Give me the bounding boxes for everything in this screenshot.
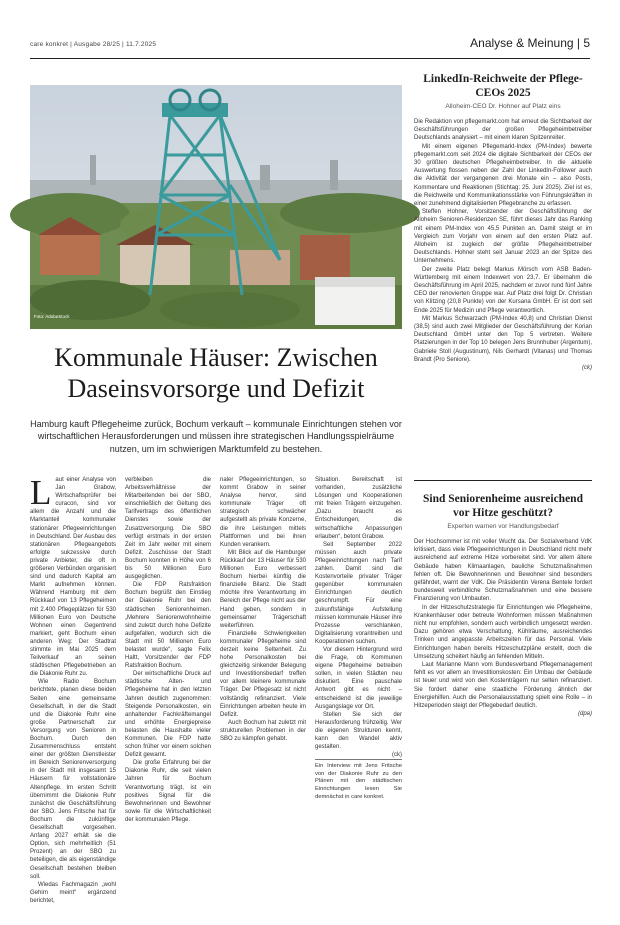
paragraph: Auch Bochum hat zuletzt mit strukturellen Problemen in der SBO zu kämpfen gehabt.: [220, 719, 306, 742]
linkedin-box: [414, 72, 592, 372]
paragraph: Finanzielle Schwierigkeiten kommunaler Pflegeheime sind derzeit keine Seltenheit. Zu hohe Personalkosten bei gleichzeitig sinkender Belegung und Investitionsbedarf treffen vor allem kleinere kommunale Träger. Der Pflegesatz ist nicht vollständig refinanziert. Viele Einrichtungen arbeiten heute im Defizit.: [220, 630, 306, 718]
header-rule: [30, 58, 590, 59]
heat-author: (dpa): [577, 711, 592, 718]
paragraph: Situation. Bereitschaft ist vorhanden, zusätzliche Lösungen und Kooperationen mit freien Trägern einzugehen. „Dazu braucht es Entscheidungen, die wirtschaftliche Anpassungen erlauben“, betont Grabow.: [315, 477, 402, 540]
article-column-4: [315, 476, 402, 886]
section-title: Analyse & Meinung | 5: [470, 36, 590, 50]
drop-cap: L: [30, 473, 52, 512]
article-column-2: [125, 476, 211, 886]
colliery-headframe-illustration: [30, 85, 402, 329]
paragraph: Mit einem eigenen Pflegemarkt-Index (PM-Index) bewerte pflegemarkt.com seit 2024 die digitale Sichtbarkeit der CEOs der 30 größten deutschen Pflegeheimbetreiber. In die aktuelle Auswertung flossen neben der Zahl der LinkedIn-Follower auch die Aktivität der vergangenen drei Monate ein – also Posts, Kommentare und Reaktionen (Stichtag: 25. Juni 2025). Ziel ist es, die Reichweite und Kommunikationsstärke von Führungskräften in einer zunehmend digitalisierten Pflegebranche zu erfassen.: [414, 143, 592, 208]
linkedin-box-subtitle: Alloheim-CEO Dr. Hohner auf Platz eins: [445, 103, 561, 110]
paragraph: Steffen Hohner, Vorsitzender der Geschäftsführung der Alloheim Senioren-Residenzen SE, führt dieses Jahr das Ranking mit einem PM-Index von 45,5 Punkten an. Damit steigt er im Vergleich zum Vorjahr von einem auf den ersten Platz auf. Alloheim ist zugleich der größte Pflegeheimbetreiber Deutschlands. Hohner steht seit Januar 2023 an der Spitze des Unternehmens.: [414, 209, 592, 265]
article-lead: Hamburg kauft Pflegeheime zurück, Bochum verkauft – kommunale Einrichtungen stehen vor wirtschaftlichen Herausforderungen und müssen ihre strategischen Handlungsspielräume nutzen, um im schwierigen Marktumfeld zu bestehen.: [30, 419, 402, 454]
article-author: (ck): [392, 752, 402, 759]
paragraph: Seit September 2022 müssen auch private Pflegeeinrichtungen nach Tarif zahlen. Damit sind die Kostenvorteile privater Träger gegenüber kommunalen Einrichtungen deutlich geschrumpft. Für eine zukunftsfähige Aufstellung müssen kommunale Häuser ihre Prozesse verschlanken, Digitalisierung vorantreiben und Kooperationen suchen.: [315, 541, 402, 645]
photo-credit: Foto: AdobeStock: [34, 314, 70, 319]
article-column-1: [30, 473, 116, 904]
page-header: [30, 36, 590, 56]
issue-meta: care konkret | Ausgabe 28/25 | 11.7.2025: [30, 41, 157, 48]
paragraph: In der Hitzeschutzstrategie für Einrichtungen wie Pflegeheime, Krankenhäuser oder betreute Wohnformen müssen Maßnahmen nicht nur empfohlen, sondern auch verbindlich umgesetzt werden. Dazu gehören etwa Verschattung, Kühlräume, ausreichendes Trinken und angepasste Arbeitszeiten für das Personal. Viele Einrichtungen haben bereits Hitzeschutzpläne erstellt, doch die Umsetzung scheitert häufig an fehlenden Mitteln.: [414, 604, 592, 660]
paragraph: Mit Markus Schwarzach (PM-Index 40,8) und Christian Dienst (38,5) sind auch zwei Mitglieder der Geschäftsführung der Korian Deutschland GmbH unter den Top 5 vertreten. Weitere Platzierungen in der Top 10 belegen Jens Brunnhuber (Argentum), Gabriele Stoll (Augustinum), Nils Gerhardt (Vitanas) und Thomas Brandt (Pro Seniore).: [414, 315, 592, 363]
linkedin-box-body: [414, 118, 592, 372]
paragraph: Die FDP Ratsfraktion Bochum begrüßt den Einstieg der Diakonie Ruhr bei den städtischen Seniorenheimen. „Mehrere Seniorenwohnheime sind zuletzt durch hohe Defizite aufgefallen, wodurch sich die Stadt mit 50 Millionen Euro belastet wurde“, sagte Felix Haltt, Vorsitzender der FDP Ratsfraktion Bochum.: [125, 582, 211, 670]
paragraph: aut einer Analyse von Jan Grabow, Wirtschaftsprüfer bei curacon, sind vor allem die Anzahl und die Marktanteil kommunaler stationärer Pflegeeinrichtungen in Deutschland. Der Ausbau des stationären Pflegeangebots erfolgte sukzessive durch private Anbieter, die oft in größeren Verbünden organisiert sind und dadurch Kapital am Markt aufnehmen können. Während Hamburg mit dem Rückkauf von 13 Pflegeheimen mit 2.400 Pflegeplätzen für 530 Millionen Euro von Deutsche Wohnen einen Gegentrend markiert, geht Bochum einen anderen Weg: Der Stadtrat stimmte im Mai 2025 dem Teilverkauf an seinen städtischen Pflegebetrieben an die Diakonie Ruhr zu.: [30, 477, 116, 678]
paragraph: verbleiben die Arbeitsverhältnisse der Mitarbeitenden bei der SBO, einschließlich der Geltung des Tarifvertrags des öffentlichen Dienstes sowie der Zusatzversorgung. Die SBO verfügt erstmals in der ersten Zeit im Jahr weiter mit einem Defizit. Zuschüsse der Stadt Bochum konnten in Höhe von 6 bis 50 Millionen Euro ausgeglichen.: [125, 477, 211, 581]
paragraph: Stellen Sie sich der Herausforderung frühzeitig. Wer die eigenen Strukturen kennt, kann den Wandel aktiv gestalten.: [315, 711, 402, 751]
sidebar-divider: [414, 480, 592, 481]
paragraph: Die Redaktion von pflegemarkt.com hat erneut die Sichtbarkeit der Geschäftsführungen der großen Pflegeheimbetreiber Deutschlands analysiert – mit einem klaren Spitzenreiter.: [414, 119, 592, 142]
heat-box: [414, 492, 592, 892]
heat-box-body: [414, 538, 592, 718]
paragraph: Wiedas Fachmagazin „wohl Gehirn meint“ ergänzend berichtet,: [30, 881, 116, 904]
heat-box-subtitle: Experten warnen vor Handlungsbedarf: [447, 523, 559, 530]
article-photo: [30, 85, 402, 329]
linkedin-author: (ck): [582, 365, 592, 372]
article-column-3: [220, 476, 306, 886]
article-headline: Kommunale Häuser: Zwischen Daseinsvorsorge und Defizit: [54, 343, 378, 403]
paragraph: Der wirtschaftliche Druck auf städtische Alten- und Pflegeheime hat in den letzten Jahren deutlich zugenommen: Steigende Personalkosten, ein anhaltender Fachkräftemangel und erhöhte Energiepreise belasten die Haushalte vieler Kommunen. Die FDP hatte schon früher vor einem solchen Defizit gewarnt.: [125, 671, 211, 759]
paragraph: Der Hochsommer ist mit voller Wucht da. Der Sozialverband VdK kritisiert, dass viele Pflegeeinrichtungen in Deutschland nicht mehr ausreichend auf extreme Hitze vorbereitet sind. Vor allem ältere Gebäude haben Klimaanlagen, bauliche Schutzmaßnahmen fehlen oft. Die Bewohnerinnen und Bewohner sind besonders gefährdet, warnt der VdK. Die Präsidentin Verena Bentele fordert bundesweit verbindliche Schutzmaßnahmen und eine bessere Finanzierung von Umbauten.: [414, 539, 592, 603]
paragraph: Der zweite Platz belegt Markus Mörsch vom ASB Baden-Württemberg mit einem Indexwert von 23,7. Er übernahm die Geschäftsführung im April 2025, nachdem er zuvor rund fünf Jahre CEO der renovierten Gruppe war. Auf Platz drei folgt Dr. Christian von Klitzing (20,8 Punkte) von der Kursana GmbH. Er ist dort seit Ende 2025 für Medizin und Pflege verantwortlich.: [414, 266, 592, 314]
heat-box-title: Sind Seniorenheime ausreichend vor Hitze geschützt?: [423, 493, 583, 519]
article-note: Ein Interview mit Jens Fritsche von der Diakonie Ruhr zu den Plänen mit den städtischen Einrichtungen lesen Sie demnächst in care konkret.: [315, 759, 402, 801]
paragraph: Vor diesem Hintergrund wird die Frage, ob Kommunen eigene Pflegeheime betreiben sollen, in vielen Städten neu diskutiert. Eine pauschale Antwort gibt es nicht – entscheidend ist die jeweilige Ausgangslage vor Ort.: [315, 646, 402, 710]
paragraph: Die große Erfahrung bei der Diakonie Ruhr, die seit vielen Jahren für Bochum Verantwortung trägt, ist ein positives Signal für die Bewohnerinnen und Bewohner sowie für die Wirtschaftlichkeit der kommunalen Pflege.: [125, 760, 211, 823]
paragraph: Laut Marianne Mann vom Bundesverband Pflegemanagement fehlt es vor allem an Investitionskosten: Ein Umbau der Gebäude ist teuer und wird von den Kostenträgern nur selten refinanziert. Sie fordert daher eine staatliche Förderung ähnlich der Energiehilfen. Auch die Personalausstattung spielt eine Rolle – in Hitzeperioden steigt der Pflegebedarf deutlich.: [414, 662, 592, 710]
linkedin-box-title: LinkedIn-Reichweite der Pflege-CEOs 2025: [423, 73, 583, 99]
paragraph: Wie Radio Bochum berichtete, planen diese beiden Seiten eine gemeinsame Gesellschaft, in der die Stadt und die Diakonie Ruhr eine große Partnerschaft zur Versorgung von Senioren in Bochum. Durch den Zusammenschluss entsteht einer der größten Dienstleister im Bereich Seniorenversorgung in der Stadt mit insgesamt 15 Häusern für vollstationäre Altenpflege. Im ersten Schritt übernimmt die Diakonie Ruhr zunächst die Geschäftsführung der SBO. Jens Fritsche hat für Bochum die zukünftige Gesellschaft vorgesehen. Anfang 2027 erhält sie die Option, sich mehrheitlich (51 Prozent) an der SBO zu beteiligen, die als eigenständige Gesellschaft bestehen bleiben soll.: [30, 679, 116, 880]
paragraph: naler Pflegeeinrichtungen, so kommt Grabow in seiner Analyse hervor, sind kommunale Träger oft strategisch schwächer aufgestellt als private Konzerne, die ihre Leistungen mittels Plattformen und bei ihren Kunden verankern.: [220, 477, 306, 548]
paragraph: Mit Blick auf die Hamburger Rückkauf der 13 Häuser für 530 Millionen Euro verbessert Bochum hierbei künftig die finanzielle Bilanz. Die Stadt möchte ihre Verantwortung im Bereich der Pflege nicht aus der Hand geben, sondern in gemeinsamer Trägerschaft weiterführen.: [220, 549, 306, 629]
